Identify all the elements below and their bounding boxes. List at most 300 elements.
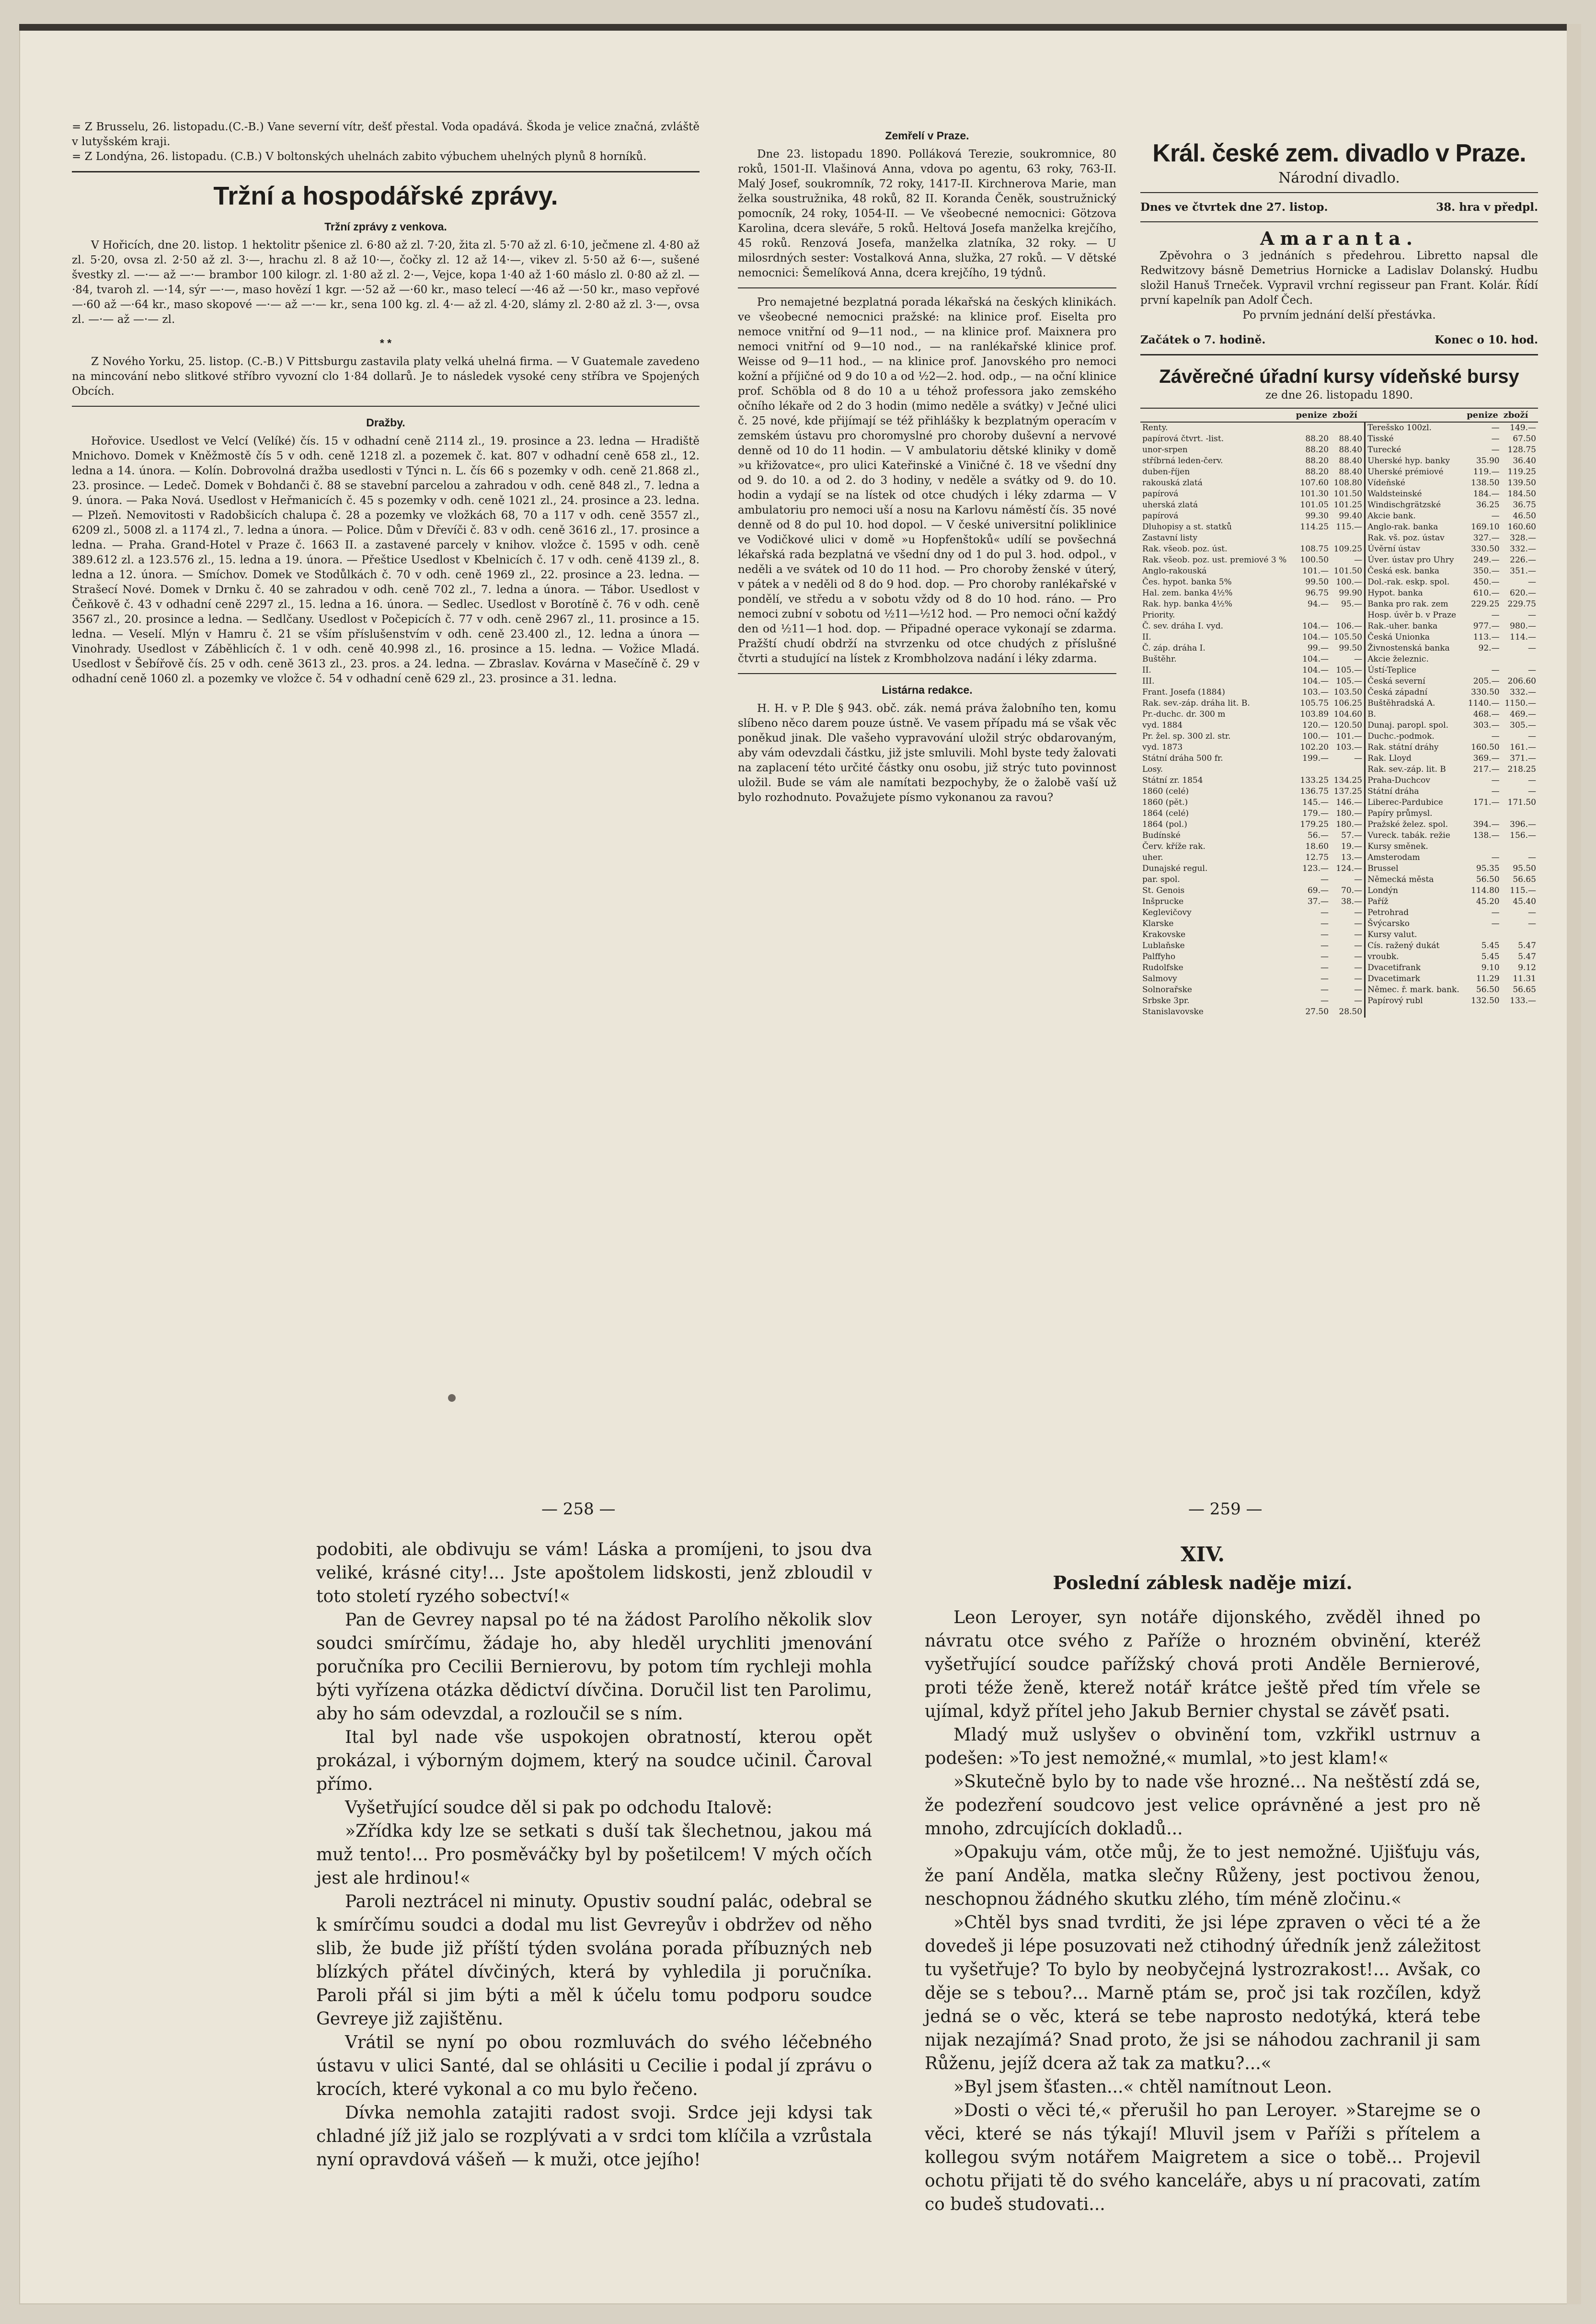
editor-title: Listárna redakce.	[882, 684, 973, 696]
performance-date: Dnes ve čtvrtek dne 27. listop.	[1140, 201, 1328, 214]
table-cell: —	[1491, 908, 1500, 917]
table-cell: 184.50	[1507, 489, 1536, 499]
table-row	[1140, 808, 1538, 819]
table-row	[1140, 422, 1538, 434]
table-cell: Rak.-uher. banka	[1365, 621, 1465, 632]
table-cell: 92.—	[1478, 643, 1500, 653]
table-cell: —	[1528, 577, 1536, 587]
table-cell: 138.50	[1471, 478, 1500, 488]
table-row	[1140, 907, 1538, 918]
table-cell: 36.40	[1513, 456, 1536, 466]
bourse-header-row	[1140, 408, 1538, 422]
table-cell: 46.50	[1513, 511, 1536, 521]
table-cell	[1502, 841, 1538, 852]
table-cell: 56.65	[1513, 985, 1536, 995]
table-cell: 138.—	[1473, 831, 1500, 840]
table-cell: Ústí-Teplice	[1365, 665, 1465, 676]
table-cell: 28.50	[1339, 1007, 1363, 1017]
table-cell: Anglo-rakouská	[1142, 566, 1207, 576]
table-cell: Čes. hypot. banka 5%	[1142, 577, 1232, 587]
table-cell: —	[1320, 996, 1329, 1006]
table-cell: —	[1354, 919, 1363, 928]
table-cell: 100.—	[1302, 732, 1329, 741]
table-cell: 1150.—	[1504, 698, 1536, 708]
table-cell: 45.40	[1513, 897, 1536, 906]
auction-text: Hořovice. Usedlost ve Velcí (Velíké) čís. 15 v odhadní ceně 2114 zl., 19. prosince a 23. ledna — Hradiště Mnichovo. Domek v Kněžmostě čís 5 v odh. ceně 1218 zl. a pozemek č. kat. 807 v odhadní ceně 658 zl., 12. ledna a 14. února. — Kolín. Dobrovolná dražba usedlosti v Týnci n. L. čís 66 s pozemky v odh. ceně 21.868 zl., 23. prosince. — Ledeč. Domek v Bohdanči č. 88 se stavební parcelou a zahradou v odh. ceně 848 zl., 7. ledna a 9. února. — Paka Nová. Usedlost v Heřmanicích č. 45 s pozemky v odh. ceně 1021 zl., 24. prosince a 23. ledna. — Plzeň. Nemovitosti v Radobšicích chalupa č. 28 a pozemky ve vložkách 68, 70 a 117 v odh. ceně 3557 zl., 6209 zl., 5008 zl. a 1174 zl., 7. ledna a února. — Police. Dům v Dřevíči č. 83 v odh. ceně 3616 zl., 17. prosince a ledna. — Praha. Grand-Hotel v Praze č. 1663 II. a zastavené parcely v knihov. vložce č. 1595 v odh. ceně 389.612 zl. a 123.576 zl., 15. ledna a 19. února. — Přeštice Usedlost v Kbelnicích č. 17 v odh. ceně 4139 zl., 8. ledna a 12. února. — Smíchov. Domek ve Stodůlkách č. 70 v odh. ceně 1969 zl., 22. prosince a 23. ledna. — Strašecí Nové. Domek v Drnku č. 40 se zahradou v odh. ceně 702 zl., 7. ledna a února. — Tábor. Usedlost v Čeňkově č. 43 v odhadní ceně 2297 zl., 15. ledna a 16. února. — Sedlec. Usedlost v Borotíně č. 76 v odh. ceně 3567 zl., 20. prosince a ledna. — Sedlčany. Usedlost v Počepicích č. 77 v odh. ceně 2967 zl., 11. prosince a 15. ledna. — Veselí. Mlýn v Hamru č. 21 se vším příslušenstvím v odh. ceně 23.400 zl., 12. ledna a února — Vinohrady. Usedlost v Záběhlicích č. 1 v odh. ceně 40.998 zl., 16. prosince a 15. ledna. — Vožice Mladá. Usedlost v Šebířově čís. 25 v odh. ceně 3613 zl., 23. pros. a 24. ledna. — Zbraslav. Kovárna v Masečíně č. 29 v odhadní ceně 1060 zl. a pozemky ve vložce č. 54 v odhadní ceně 629 zl., 23. prosince a 31. ledna.	[72, 435, 700, 685]
table-cell: Terešsko 100zl.	[1365, 422, 1465, 434]
table-cell: 199.—	[1302, 754, 1329, 763]
table-cell: 134.25	[1333, 776, 1363, 785]
table-cell: 133.—	[1510, 996, 1536, 1006]
table-cell: 108.80	[1333, 478, 1363, 488]
table-row	[1140, 577, 1538, 588]
bourse-title: Závěrečné úřadní kursy vídeňské bursy	[1159, 366, 1519, 387]
table-cell: 206.60	[1507, 676, 1536, 686]
table-cell: Dunajské regul.	[1142, 864, 1208, 873]
divider	[738, 673, 1116, 674]
table-cell: 128.75	[1507, 445, 1536, 455]
table-cell: Brussel	[1365, 863, 1465, 874]
table-cell: Cís. ražený dukát	[1365, 940, 1465, 951]
table-cell: Banka pro rak. zem	[1365, 599, 1465, 610]
table-cell	[1465, 841, 1501, 852]
table-row	[1140, 951, 1538, 962]
table-cell: —	[1320, 908, 1329, 917]
table-cell: Duchc.-podmok.	[1365, 731, 1465, 742]
table-cell: —	[1491, 445, 1500, 455]
table-row	[1140, 676, 1538, 687]
table-cell: 36.25	[1476, 500, 1500, 510]
table-cell: Živnostenská banka	[1365, 643, 1465, 654]
table-cell: Renty.	[1142, 423, 1168, 433]
novel-right-column	[925, 1538, 1481, 2216]
newspaper-page	[19, 24, 1581, 2304]
table-cell: II.	[1142, 632, 1151, 642]
table-cell: 99.90	[1339, 588, 1363, 598]
table-cell: —	[1528, 643, 1536, 653]
table-cell: —	[1354, 974, 1363, 984]
table-cell: Palffyho	[1142, 952, 1176, 962]
table-cell: 115.—	[1336, 522, 1363, 532]
table-cell: 103.—	[1336, 743, 1363, 752]
table-cell: 9.10	[1481, 963, 1500, 973]
table-cell: 101.50	[1333, 489, 1363, 499]
table-cell: 88.40	[1339, 434, 1363, 444]
table-cell: 145.—	[1302, 798, 1329, 807]
novel-paragraph: podobiti, ale obdivuju se vám! Láska a promíjeni, to jsou dva veliké, krásné city!... Jste apoštolem lidskosti, jenž zbloudil v toto století ryzého sobectví!«	[316, 1540, 872, 1606]
table-cell: 101.30	[1300, 489, 1329, 499]
table-cell: 101.25	[1333, 500, 1363, 510]
table-cell: 103.50	[1333, 687, 1363, 697]
table-cell: Rak. vš. poz. ústav	[1365, 533, 1465, 544]
table-cell: 100.50	[1300, 555, 1329, 565]
novel-paragraph: Paroli neztrácel ni minuty. Opustiv soudní palác, odebral se k smírčímu soudci a dodal mu list Gevreyův i obdržev od něho slib, že bude již příští týden svolána porada příbuzných neb blízkých přátel dívčiných, která by vyhledila ji poručníka. Paroli přál si jim býti a měl k účelu tomu podporu soudce Gevreye již zajištěnu.	[316, 1892, 872, 2029]
table-cell	[1294, 533, 1331, 544]
table-cell	[1294, 610, 1331, 621]
table-cell: Budínské	[1142, 831, 1181, 840]
table-cell: 5.47	[1518, 941, 1536, 950]
table-cell: 105.—	[1336, 676, 1363, 686]
table-cell	[1331, 422, 1365, 434]
table-cell: —	[1320, 952, 1329, 962]
table-cell: Hypot. banka	[1365, 588, 1465, 599]
market-subtitle: Tržní zprávy z venkova.	[324, 220, 447, 233]
divider	[72, 406, 700, 407]
table-cell: 56.50	[1476, 985, 1500, 995]
top-border	[19, 24, 1581, 31]
table-row	[1140, 632, 1538, 643]
table-cell: Dunaj. paropl. spol.	[1365, 720, 1465, 731]
table-cell: Česká západní	[1365, 687, 1465, 698]
table-cell: 161.—	[1510, 743, 1536, 752]
play-note: Po prvním jednání delší přestávka.	[1242, 309, 1436, 321]
table-cell: —	[1491, 665, 1500, 675]
table-cell: 56.—	[1307, 831, 1329, 840]
table-cell: 120.—	[1302, 721, 1329, 730]
table-row	[1140, 973, 1538, 985]
bourse-col-header: penize	[1465, 408, 1501, 422]
table-cell: 124.—	[1336, 864, 1363, 873]
table-cell: 95.—	[1341, 599, 1363, 609]
novel-paragraph: Vyšetřující soudce děl si pak po odchodu Italově:	[345, 1798, 772, 1818]
table-cell: vroubk.	[1365, 951, 1465, 962]
novel-paragraph: »Dosti o věci té,« přerušil ho pan Leroyer. »Starejme se o věci, které se nás týkají! Mluvil jsem v Paříži s přítelem a kollegou svým notářem Maigretem a sice o tobě... Projevil ochotu přijati tě do svého kanceláře, abys u ní pracovati, zatím co budeš studovati...	[925, 2101, 1481, 2214]
table-cell: Vídeňské	[1365, 478, 1465, 489]
table-cell: —	[1528, 665, 1536, 675]
table-cell: 160.60	[1507, 522, 1536, 532]
table-cell: 149.—	[1510, 423, 1536, 433]
table-cell: —	[1320, 875, 1329, 884]
table-row	[1140, 467, 1538, 478]
medical-advice-text: Pro nemajetné bezplatná porada lékařská na českých klinikách. ve všeobecné nemocnici pražské: na klinice prof. Eiselta pro nemoce vnitřní od 9—11 nod., — na klinice prof. Maixnera pro nemoci vnitřní od 9—10 nod., — na ranlékařské klinice prof. Weisse od 9—11 hod., — na klinice prof. Janovského pro nemoci kožní a příjičné od 9 do 10 a od ½2—2. hod. odp., — na oční klinice prof. Schöbla od 8 do 10 a u téhož professora jako zemského očního lékaře od 2 do 3 hodin (mimo neděle a svátky) v Ječné ulici č. 25 nové, kde přijímají se též přihlášky k bezplatným operacím v zemském ústavu pro choromyslné pro choroby duševní a nervové denně od 10 do 11 hodin. — V ambulatoriu dětské kliniky v domě »u křižovatce«, pro ulici Kateřinské a Viničné č. 18 ve všední dny od 9. do 10. a od 2. do 3 hodiny, v neděle a svátky od 9. do 10. hodin a vydají se na lístek od otce chudých i léky zdarma — V ambulatoriu pro nemoci uší a nosu na Karlovu náměstí čís. 35 nové denně od 8 do pul 10. hod dopol. — V české universitní poliklinice ve Vodičkové ulici v domě »u Hopfenštoků« udílí se povšechná lékařská rada bezplatná ve všední dny od 1 do pul 3. hod. odpol., v neděli a ve svátek od 10 do 11 hod. — Pro choroby ženské v úterý, v pátek a v neděli od 8 do 9 hod. dop. — Pro choroby ranlékařské v pondělí, ve středu a v sobotu vždy od 8 do 10 hod. ráno. — Pro nemoci zubní v sobotu od ½11—½12 hod. — Pro nemoci oční každý den od ½11—1 hod. dop. — Připadné operace vykonají se zdarma. Pražští chudí obdrží na stvrzenku od otce chudých z příslušné čtvrti a studující na lístek z Krombholzova nadání i léky zdarma.	[738, 296, 1116, 665]
table-row	[1140, 511, 1538, 522]
table-cell: 226.—	[1510, 555, 1536, 565]
table-row	[1140, 489, 1538, 500]
table-row	[1140, 929, 1538, 940]
table-cell: —	[1491, 511, 1500, 521]
table-cell: 88.20	[1305, 434, 1329, 444]
table-cell: 109.25	[1333, 544, 1363, 554]
table-cell: 104.60	[1333, 710, 1363, 719]
table-cell: Státní zr. 1854	[1142, 776, 1203, 785]
table-cell: 132.50	[1471, 996, 1500, 1006]
table-cell: 101.05	[1300, 500, 1329, 510]
column-left	[72, 120, 700, 687]
table-cell: 100.—	[1336, 577, 1363, 587]
table-cell	[1365, 1007, 1465, 1018]
table-cell: 104.—	[1302, 676, 1329, 686]
table-cell: Kursy směnek.	[1365, 841, 1465, 852]
news-brussels: = Z Brusselu, 26. listopadu.(C.-B.) Vane severní vítr, dešť přestal. Voda opadává. Škoda je velice značná, zvláště v lutyšském kraji.	[72, 121, 700, 148]
table-cell: —	[1354, 930, 1363, 939]
table-row	[1140, 445, 1538, 456]
novel-paragraph: Ital byl nade vše uspokojen obratností, kterou opět prokázal, i výborným dojmem, který na soudce učinil. Čaroval přímo.	[316, 1728, 872, 1794]
novel-paragraph: Mladý muž uslyšev o obvinění tom, vzkřikl ustrnuv a podešen: »To jest nemožné,« mumlal, »to jest klam!«	[925, 1725, 1481, 1768]
table-cell: 12.75	[1305, 853, 1329, 862]
table-cell: Kursy valut.	[1365, 929, 1465, 940]
table-row	[1140, 566, 1538, 577]
table-cell: Waldsteinské	[1365, 489, 1465, 500]
table-row	[1140, 522, 1538, 533]
table-cell: Stanislavovske	[1142, 1007, 1204, 1017]
table-cell: 977.—	[1473, 621, 1500, 631]
table-cell: Keglevičovy	[1142, 908, 1192, 917]
novel-paragraph: Dívka nemohla zatajiti radost svoji. Srdce jeji kdysi tak chladné jíž již jalo se rozplývati a v srdci tom klíčila a vzrůstala nyní opravdová vášeň — k muži, otce jejího!	[316, 2103, 872, 2170]
table-cell: Státní dráha 500 fr.	[1142, 754, 1223, 763]
table-row	[1140, 500, 1538, 511]
table-cell: 99.—	[1307, 643, 1329, 653]
table-cell: —	[1528, 776, 1536, 785]
table-cell: 468.—	[1473, 710, 1500, 719]
table-cell	[1294, 764, 1331, 775]
table-cell: Hosp. úvěr b. v Praze	[1365, 610, 1465, 621]
novel-paragraph: Leon Leroyer, syn notáře dijonského, zvěděl ihned po návratu otce svého z Paříže o hrozném obvinění, kteréž vyšetřující soudce pařížský chová proti Anděle Bernierové, proti téže ženě, kterež notář krátce ještě před tím vřele se ujímal, když přítel jeho Jakub Bernier chystal se závěť psati.	[925, 1608, 1481, 1721]
table-row	[1140, 918, 1538, 929]
table-cell: 394.—	[1473, 820, 1500, 829]
deaths-text: Dne 23. listopadu 1890. Polláková Terezie, soukromnice, 80 roků, 1501-II. Vlašinová Anna, vdova po agentu, 63 roky, 763-II. Malý Josef, soukromník, 72 roky, 1417-II. Kirchnerova Marie, man želka soustružnika, 48 roků, 82 II. Koranda Čeněk, soustružnický pomocník, 24 roky, 1054-II. — Ve všeobecné nemocnici: Götzova Karolina, dcera sleváře, 5 roků. Heltová Josefa manželka krejčího, 45 roků. Renzová Josefa, manželka zlatníka, 32 roky. — U milosrdných sester: Vostalková Anna, služka, 27 roků. — V dětské nemocnici: Šemelíková Anna, dcera krejčího, 19 týdnů.	[738, 148, 1116, 279]
table-cell: II.	[1142, 665, 1151, 675]
table-row	[1140, 874, 1538, 885]
table-cell: duben-říjen	[1142, 467, 1190, 477]
table-cell: papírová	[1142, 511, 1179, 521]
table-cell: —	[1491, 776, 1500, 785]
table-cell: 114.25	[1300, 522, 1329, 532]
table-cell: Vureck. tabák. režie	[1365, 830, 1465, 841]
table-row	[1140, 996, 1538, 1007]
table-cell: 171.—	[1473, 798, 1500, 807]
time-line	[1140, 332, 1538, 347]
table-cell: 119.25	[1507, 467, 1536, 477]
table-cell: 450.—	[1473, 577, 1500, 587]
table-cell: Úvěrní ústav	[1365, 544, 1465, 555]
table-cell: —	[1354, 952, 1363, 962]
novel-paragraph: »Opakuju vám, otče můj, že to jest nemožné. Ujišťuju vás, že paní Anděla, matka slečny Růženy, jest poctivou ženou, neschopnou žádného skutku zlého, tím méně zločinu.«	[925, 1843, 1481, 1909]
table-cell: 1860 (pět.)	[1142, 798, 1188, 807]
table-row	[1140, 456, 1538, 467]
table-row	[1140, 687, 1538, 698]
table-cell: Státní dráha	[1365, 786, 1465, 797]
table-cell: B.	[1365, 709, 1465, 720]
table-cell: 101.—	[1336, 732, 1363, 741]
table-cell: uherská zlatá	[1142, 500, 1198, 510]
table-cell: Praha-Duchcov	[1365, 775, 1465, 786]
table-cell	[1502, 808, 1538, 819]
table-cell: 114.—	[1510, 632, 1536, 642]
table-cell: 120.50	[1333, 721, 1363, 730]
table-cell: Buštěhradská A.	[1365, 698, 1465, 709]
table-cell: par. spol.	[1142, 875, 1180, 884]
divider	[1140, 354, 1538, 355]
table-cell: 99.50	[1305, 577, 1329, 587]
table-cell: papírová čtvrt. -list.	[1142, 434, 1224, 444]
performance-line	[1140, 200, 1538, 215]
table-cell: 103.89	[1300, 710, 1329, 719]
table-cell: III.	[1142, 676, 1155, 686]
table-cell: Liberec-Pardubice	[1365, 797, 1465, 808]
table-cell: 56.65	[1513, 875, 1536, 884]
table-cell: 113.—	[1473, 632, 1500, 642]
table-cell: 99.50	[1339, 643, 1363, 653]
table-cell: Frant. Josefa (1884)	[1142, 687, 1225, 697]
table-row	[1140, 830, 1538, 841]
page-number-right: — 259 —	[1188, 1500, 1263, 1519]
table-cell: 184.—	[1473, 489, 1500, 499]
table-cell: Losy.	[1142, 765, 1163, 774]
new-york-text: Z Nového Yorku, 25. listop. (C.-B.) V Pittsburgu zastavila platy velká uhelná firma. — V Guatemale zavedeno na mincování nebo slitkové stříbro vyvozní clo 1·84 dollarů. Je to následek vysoké ceny stříbra ve Spojených Obcích.	[72, 355, 700, 398]
table-cell: 88.40	[1339, 445, 1363, 455]
table-cell	[1502, 1007, 1538, 1018]
table-cell	[1331, 764, 1365, 775]
table-cell: —	[1528, 919, 1536, 928]
table-cell: —	[1354, 754, 1363, 763]
table-cell: Akcie železnic.	[1365, 654, 1465, 665]
table-cell: Rak. státní dráhy	[1365, 742, 1465, 753]
table-row	[1140, 985, 1538, 996]
table-cell: Rak. hyp. banka 4½%	[1142, 599, 1232, 609]
table-cell: 19.—	[1341, 842, 1363, 851]
table-cell: 351.—	[1510, 566, 1536, 576]
table-cell: Paříž	[1365, 896, 1465, 907]
table-cell: —	[1354, 985, 1363, 995]
table-cell: Uherské prémiové	[1365, 467, 1465, 478]
table-cell: Č. záp. dráha I.	[1142, 643, 1206, 653]
divider	[1140, 192, 1538, 193]
table-row	[1140, 731, 1538, 742]
table-cell: Rak. všeob. poz. ust. premiové 3 %	[1142, 555, 1287, 565]
table-row	[1140, 863, 1538, 874]
table-cell: 980.—	[1510, 621, 1536, 631]
table-cell: 327.—	[1473, 533, 1500, 543]
table-cell: Rudolfske	[1142, 963, 1183, 973]
table-row	[1140, 555, 1538, 566]
table-cell: 179.—	[1302, 809, 1329, 818]
table-cell: 57.—	[1341, 831, 1363, 840]
table-cell	[1502, 654, 1538, 665]
table-cell: 105.50	[1333, 632, 1363, 642]
table-cell: Česká Unionka	[1365, 632, 1465, 643]
table-row	[1140, 643, 1538, 654]
table-row	[1140, 478, 1538, 489]
table-cell: 11.31	[1513, 974, 1536, 984]
table-cell: 104.—	[1302, 665, 1329, 675]
table-cell: —	[1354, 654, 1363, 664]
table-cell: 1864 (celé)	[1142, 809, 1189, 818]
table-cell: 179.25	[1300, 820, 1329, 829]
table-cell: 9.12	[1518, 963, 1536, 973]
table-cell: Windischgrätzské	[1365, 500, 1465, 511]
table-cell: 103.—	[1302, 687, 1329, 697]
play-text: Zpěvohra o 3 jednáních s předehrou. Libretto napsal dle Redwitzovy básně Demetrius Hornicke a Ladislav Dolanský. Hudbu složil Hanuš Trneček. Vypravil vrchní regisseur pan Frant. Kolár. Řídí první kapelník pan Adolf Čech.	[1140, 250, 1538, 307]
performance-number: 38. hra v předpl.	[1436, 201, 1538, 214]
end-time: Konec o 10. hod.	[1435, 333, 1538, 346]
table-cell	[1465, 808, 1501, 819]
table-cell: —	[1354, 996, 1363, 1006]
table-cell: 88.40	[1339, 467, 1363, 477]
novel-left-column	[316, 1538, 872, 2172]
page-number-left: — 258 —	[541, 1500, 616, 1519]
table-cell	[1294, 422, 1331, 434]
table-cell: —	[1320, 919, 1329, 928]
theatre-title: Král. české zem. divadlo v Praze.	[1152, 139, 1526, 167]
table-row	[1140, 819, 1538, 830]
auction-title: Dražby.	[366, 416, 405, 429]
table-cell: Dol.-rak. eskp. spol.	[1365, 577, 1465, 588]
table-cell: —	[1491, 423, 1500, 433]
table-cell: —	[1354, 963, 1363, 973]
table-row	[1140, 544, 1538, 555]
table-cell: Rak. Lloyd	[1365, 753, 1465, 764]
table-cell: 94.—	[1307, 599, 1329, 609]
table-cell	[1331, 533, 1365, 544]
table-cell: 146.—	[1336, 798, 1363, 807]
table-cell: 180.—	[1336, 809, 1363, 818]
table-cell: 171.50	[1507, 798, 1536, 807]
table-row	[1140, 610, 1538, 621]
table-cell: —	[1491, 787, 1500, 796]
table-row	[1140, 742, 1538, 753]
table-cell: Česká severní	[1365, 676, 1465, 687]
table-cell: Hal. zem. banka 4½%	[1142, 588, 1233, 598]
table-cell: 36.75	[1513, 500, 1536, 510]
table-row	[1140, 588, 1538, 599]
bourse-col-header: penize	[1294, 408, 1331, 422]
bourse-col-header: zboží	[1502, 408, 1538, 422]
table-cell	[1465, 1007, 1501, 1018]
table-row	[1140, 709, 1538, 720]
table-cell: 169.10	[1471, 522, 1500, 532]
stars-separator: * *	[379, 337, 392, 349]
table-row	[1140, 753, 1538, 764]
table-cell: Turecké	[1365, 445, 1465, 456]
table-cell: Priority.	[1142, 610, 1175, 620]
table-cell: 620.—	[1510, 588, 1536, 598]
table-cell: 67.50	[1513, 434, 1536, 444]
table-cell: 99.30	[1305, 511, 1329, 521]
start-time: Začátek o 7. hodině.	[1140, 333, 1266, 346]
table-cell: Salmovy	[1142, 974, 1177, 984]
column-right	[1140, 120, 1538, 1018]
table-cell: —	[1320, 963, 1329, 973]
table-cell: 69.—	[1307, 886, 1329, 895]
novel-right-body	[925, 1606, 1481, 2216]
table-cell: 13.—	[1341, 853, 1363, 862]
market-text: V Hořicích, dne 20. listop. 1 hektolitr pšenice zl. 6·80 až zl. 7·20, žita zl. 5·70 až zl. 6·10, ječmene zl. 4·80 až zl. 5·20, ovsa zl. 2·50 až zl. 3·—, hrachu zl. 8 až 10·—, čočky zl. 12 až 14·—, vikev zl. 5·50 až 6·—, sušené švestky zl. —·— až —·— brambor 100 kilogr. zl. 1·80 až zl. 2·—, Vejce, kopa 1·40 až 1·60 máslo zl. 0·80 až zl. —·84, tvaroh zl. —·14, sýr —·—, maso hovězí 1 kgr. —·52 až —·60 kr., maso telecí —·46 až —·50 kr., maso vepřové —·60 až —·64 kr., maso skopové —·— až —·— kr., sena 100 kg. zl. 4·— až zl. 4·20, slámy zl. 2·80 až zl. 3·—, ovsa zl. —·— až —·— zl.	[72, 239, 700, 326]
table-cell: Papírový rubl	[1365, 996, 1465, 1007]
table-cell: —	[1491, 919, 1500, 928]
table-cell: Dvacetifrank	[1365, 962, 1465, 973]
table-row	[1140, 621, 1538, 632]
table-cell: 1864 (pol.)	[1142, 820, 1187, 829]
table-cell: 38.—	[1341, 897, 1363, 906]
table-row	[1140, 434, 1538, 445]
table-cell: 139.50	[1507, 478, 1536, 488]
novel-paragraph: »Byl jsem šťasten...« chtěl namítnout Leon.	[953, 2077, 1332, 2097]
table-cell: 217.—	[1473, 765, 1500, 774]
table-cell: —	[1491, 610, 1500, 620]
table-row	[1140, 797, 1538, 808]
table-cell: Rak. sev.-záp. dráha lit. B.	[1142, 698, 1250, 708]
table-row	[1140, 599, 1538, 610]
table-cell: Klarske	[1142, 919, 1174, 928]
table-cell: 123.—	[1302, 864, 1329, 873]
table-cell: 101.50	[1333, 566, 1363, 576]
table-cell: Papíry průmysl.	[1365, 808, 1465, 819]
bourse-body	[1140, 422, 1538, 1018]
table-cell: 119.—	[1473, 467, 1500, 477]
table-cell: Pr. žel. sp. 300 zl. str.	[1142, 732, 1231, 741]
table-cell: Inšprucke	[1142, 897, 1184, 906]
table-row	[1140, 775, 1538, 786]
